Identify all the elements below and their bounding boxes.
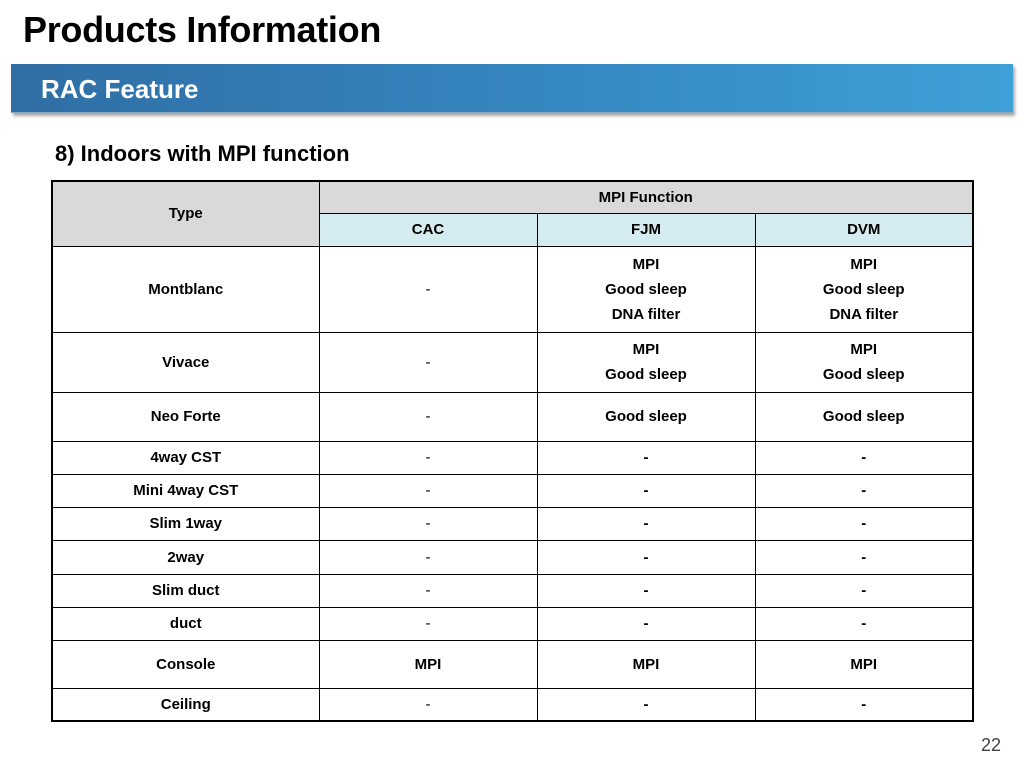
fjm-cell (537, 574, 755, 607)
section-banner-label: RAC Feature (41, 74, 199, 104)
cell-text: - (425, 408, 431, 425)
cell-text: MPI (850, 655, 878, 673)
cell-text: - (425, 515, 431, 532)
type-cell: 4way CST (52, 441, 319, 474)
cell-text: - (425, 695, 431, 713)
type-header: Type (52, 181, 319, 246)
mpi-function-table (51, 180, 974, 722)
cac-cell (319, 332, 537, 392)
cell-text: - (425, 582, 431, 599)
type-cell: duct (52, 607, 319, 640)
fjm-cell (537, 640, 755, 688)
cell-text: Good sleep (605, 408, 687, 425)
cell-text: - (861, 449, 867, 466)
dvm-cell (755, 640, 973, 688)
type-cell: Ceiling (52, 688, 319, 721)
cell-text: Good sleep (822, 366, 905, 383)
dvm-cell (755, 332, 973, 392)
cell-text: - (643, 515, 649, 532)
cell-text: - (861, 548, 867, 566)
fjm-cell (537, 441, 755, 474)
cell-text: DNA filter (829, 305, 899, 323)
table-row (52, 607, 973, 640)
cell-text: - (861, 615, 867, 632)
cac-cell (319, 574, 537, 607)
cell-text: Good sleep (822, 408, 905, 425)
cell-text: - (425, 449, 431, 466)
section-banner (11, 64, 1013, 113)
fjm-cell (537, 392, 755, 441)
cell-text: MPI (850, 255, 878, 273)
column-header-fjm: FJM (537, 213, 755, 246)
cell-text: - (643, 548, 649, 566)
cell-text: - (425, 548, 431, 566)
table-row (52, 540, 973, 574)
cell-text: MPI (850, 341, 878, 358)
cell-text: MPI (414, 655, 442, 673)
cell-text: - (643, 695, 649, 713)
cell-text: DNA filter (611, 305, 681, 323)
mpi-function-header: MPI Function (319, 181, 973, 213)
cell-text: Good sleep (605, 280, 687, 298)
fjm-cell (537, 540, 755, 574)
type-cell: Neo Forte (52, 392, 319, 441)
dvm-cell (755, 540, 973, 574)
dvm-cell (755, 688, 973, 721)
fjm-cell (537, 474, 755, 507)
cell-text: MPI (632, 255, 660, 273)
cell-text: - (425, 280, 431, 298)
cac-cell (319, 607, 537, 640)
dvm-cell (755, 441, 973, 474)
dvm-cell (755, 392, 973, 441)
table-row (52, 474, 973, 507)
type-cell: Console (52, 640, 319, 688)
type-cell: Montblanc (52, 246, 319, 332)
dvm-cell (755, 574, 973, 607)
table-row (52, 640, 973, 688)
cell-text: - (643, 482, 649, 499)
type-cell: Slim duct (52, 574, 319, 607)
cell-text: - (425, 482, 431, 499)
cac-cell (319, 392, 537, 441)
column-header-cac: CAC (319, 213, 537, 246)
table-row (52, 246, 973, 332)
cell-text: MPI (632, 655, 660, 673)
dvm-cell (755, 474, 973, 507)
type-cell: Mini 4way CST (52, 474, 319, 507)
cell-text: - (861, 695, 867, 713)
cell-text: - (425, 615, 431, 632)
column-header-dvm: DVM (755, 213, 973, 246)
cell-text: - (861, 515, 867, 532)
cell-text: MPI (632, 341, 660, 358)
cell-text: Good sleep (605, 366, 687, 383)
cac-cell (319, 507, 537, 540)
table-row (52, 441, 973, 474)
fjm-cell (537, 607, 755, 640)
fjm-cell (537, 688, 755, 721)
cell-text: - (643, 615, 649, 632)
page-number: 22 (980, 735, 1001, 755)
table-row (52, 332, 973, 392)
cac-cell (319, 474, 537, 507)
dvm-cell (755, 607, 973, 640)
dvm-cell (755, 246, 973, 332)
dvm-cell (755, 507, 973, 540)
cac-cell (319, 441, 537, 474)
table-row (52, 688, 973, 721)
fjm-cell (537, 332, 755, 392)
cell-text: - (861, 482, 867, 499)
type-cell: Slim 1way (52, 507, 319, 540)
cac-cell (319, 540, 537, 574)
cell-text: - (861, 582, 867, 599)
page-title: Products Information (23, 9, 382, 50)
cell-text: - (643, 449, 649, 466)
type-cell: 2way (52, 540, 319, 574)
cell-text: - (643, 582, 649, 599)
type-cell: Vivace (52, 332, 319, 392)
fjm-cell (537, 246, 755, 332)
cac-cell (319, 246, 537, 332)
table-row (52, 507, 973, 540)
table-row (52, 574, 973, 607)
cac-cell (319, 640, 537, 688)
fjm-cell (537, 507, 755, 540)
subtitle: 8) Indoors with MPI function (55, 141, 350, 166)
table-row (52, 392, 973, 441)
cell-text: Good sleep (822, 280, 905, 298)
cell-text: - (425, 353, 431, 371)
cac-cell (319, 688, 537, 721)
